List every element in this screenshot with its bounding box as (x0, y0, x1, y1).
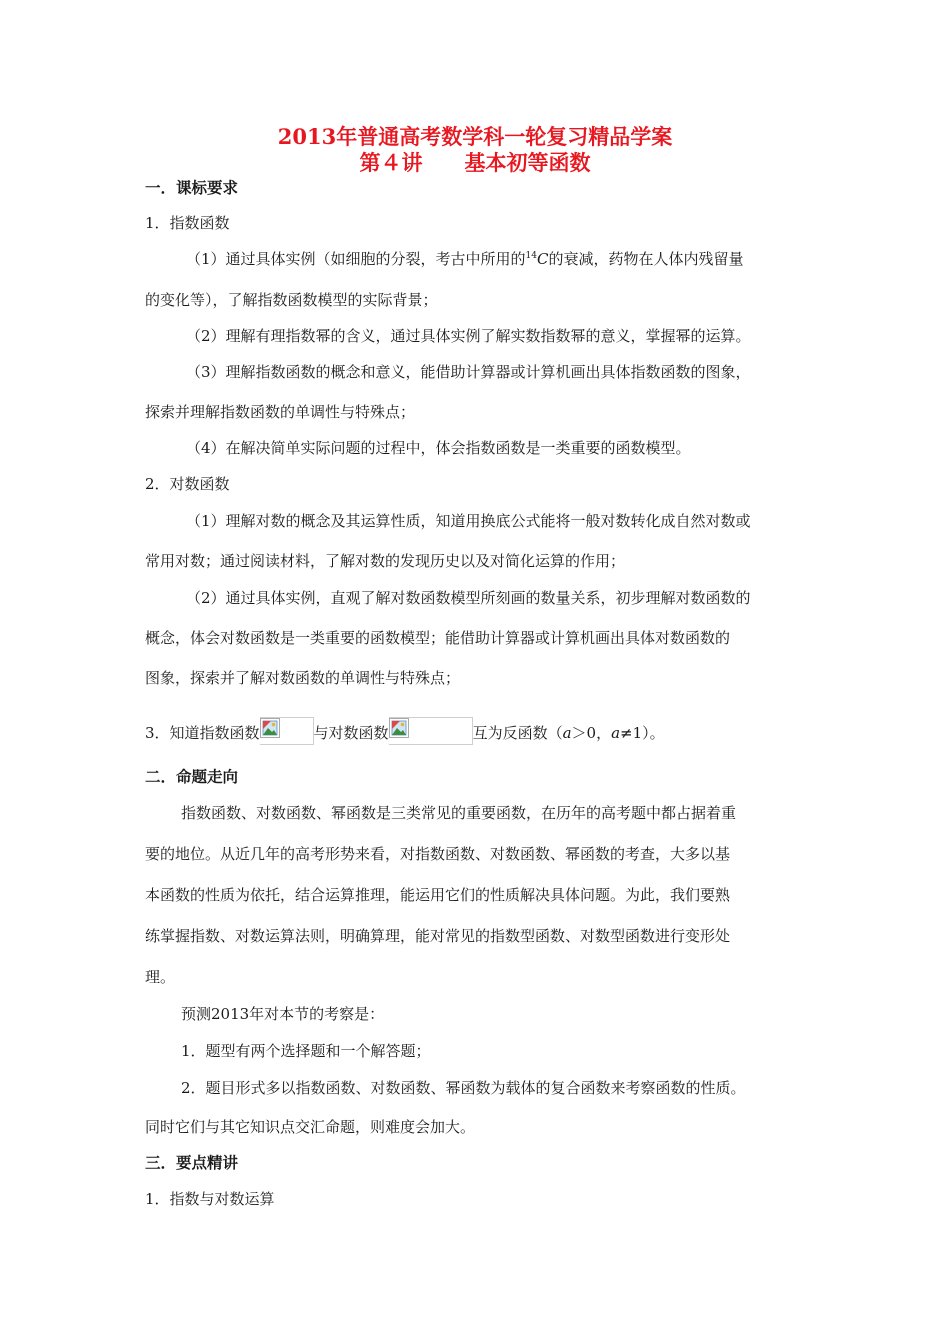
section-heading-trends: 二．命题走向 (145, 767, 239, 786)
paragraph-forecast-2b: 同时它们与其它知识点交汇命题，则难度会加大。 (145, 1118, 476, 1136)
subsection-logarithm: 2．对数函数 (145, 475, 230, 493)
lecture-title: 第４讲 基本初等函数 (359, 150, 591, 175)
subsection-exponential: 1．指数函数 (145, 214, 230, 232)
paragraph-log-1b: 常用对数；通过阅读材料，了解对数的发现历史以及对简化运算的作用； (145, 552, 626, 570)
section-heading-standards: 一．课标要求 (145, 178, 239, 197)
paragraph-exp-1b: 的变化等），了解指数函数模型的实际背景； (145, 291, 438, 309)
formula-image-placeholder (389, 717, 473, 745)
broken-image-icon (260, 718, 280, 738)
paragraph-trend-4: 练掌握指数、对数运算法则，明确算理，能对常见的指数型函数、对数型函数进行变形处 (145, 927, 731, 945)
paragraph-trend-3: 本函数的性质为依托，结合运算推理，能运用它们的性质解决具体问题。为此，我们要熟 (145, 886, 731, 904)
paragraph-log-2b: 概念，体会对数函数是一类重要的函数模型；能借助计算器或计算机画出具体对数函数的 (145, 629, 731, 647)
paragraph-log-2a: （2）通过具体实例，直观了解对数函数模型所刻画的数量关系，初步理解对数函数的 (186, 589, 751, 607)
paragraph-exp-2: （2）理解有理指数幂的含义，通过具体实例了解实数指数幂的意义，掌握幂的运算。 (186, 327, 751, 345)
paragraph-forecast: 预测2013年对本节的考察是： (181, 1005, 385, 1023)
formula-image-placeholder (260, 717, 314, 745)
paragraph-exp-4: （4）在解决简单实际问题的过程中，体会指数函数是一类重要的函数模型。 (186, 439, 691, 457)
broken-image-icon (389, 718, 409, 738)
paragraph-trend-1: 指数函数、对数函数、幂函数是三类常见的重要函数，在历年的高考题中都占据着重 (181, 804, 737, 822)
paragraph-log-2c: 图象，探索并了解对数函数的单调性与特殊点； (145, 669, 461, 687)
paragraph-forecast-1: 1．题型有两个选择题和一个解答题； (181, 1042, 431, 1060)
paragraph-trend-2: 要的地位。从近几年的高考形势来看，对指数函数、对数函数、幂函数的考查，大多以基 (145, 845, 731, 863)
paragraph-exp-3b: 探索并理解指数函数的单调性与特殊点； (145, 403, 416, 421)
paragraph-log-1a: （1）理解对数的概念及其运算性质，知道用换底公式能将一般对数转化成自然对数或 (186, 512, 751, 530)
paragraph-exp-3a: （3）理解指数函数的概念和意义，能借助计算器或计算机画出具体指数函数的图象， (186, 363, 751, 381)
subsection-exp-log-operations: 1．指数与对数运算 (145, 1190, 275, 1208)
paragraph-forecast-2a: 2．题目形式多以指数函数、对数函数、幂函数为载体的复合函数来考察函数的性质。 (181, 1079, 746, 1097)
paragraph-trend-5: 理。 (145, 968, 176, 986)
paragraph-exp-1a: （1）通过具体实例（如细胞的分裂，考古中所用的$^{14}$C的衰减，药物在人体内残留量 (186, 250, 744, 268)
document-title: 2013年普通高考数学科一轮复习精品学案 (277, 124, 673, 149)
paragraph-inverse-function: 3．知道指数函数 与对数函数 互为反函数（a＞0，a≠1）。 (0, 717, 950, 745)
section-heading-key-points: 三．要点精讲 (145, 1153, 239, 1172)
